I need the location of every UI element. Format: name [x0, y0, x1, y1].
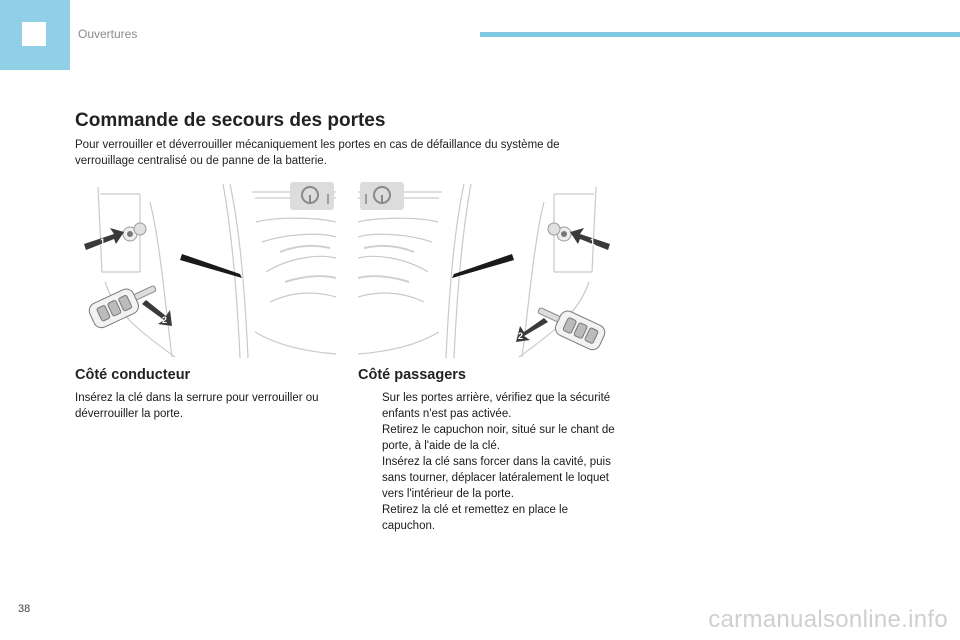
step-text: Sur les portes arrière, vérifiez que la sécurité enfants n'est pas activée. — [382, 392, 611, 420]
passenger-steps — [358, 390, 623, 534]
intro-paragraph: Pour verrouiller et déverrouiller mécaniquement les portes en cas de défaillance du système de verrouillage centralisé ou de panne de la batterie. — [75, 139, 560, 167]
callout-2-right: 2 — [518, 331, 524, 341]
callout-1-right: 1 — [590, 237, 596, 247]
passenger-door-illustration — [358, 182, 614, 358]
driver-door-illustration — [80, 182, 336, 358]
step-text: Retirez la clé et remettez en place le capuchon. — [382, 504, 569, 532]
section-name: Ouvertures — [78, 27, 138, 41]
driver-heading: Côté conducteur — [75, 367, 191, 383]
step-item — [358, 390, 623, 422]
callout-2-left: 2 — [162, 315, 168, 325]
callout-1-left: 1 — [100, 237, 106, 247]
step-item — [358, 454, 623, 502]
header-rule — [480, 32, 960, 37]
driver-text: Insérez la clé dans la serrure pour verrouiller ou déverrouiller la porte. — [75, 392, 319, 420]
step-text: Retirez le capuchon noir, situé sur le chant de porte, à l'aide de la clé. — [382, 424, 615, 452]
chapter-tab — [0, 0, 70, 70]
step-text: Insérez la clé sans forcer dans la cavité, puis sans tourner, déplacer latéralement le loquet vers l'intérieur de la porte. — [382, 456, 611, 500]
chapter-tab-square — [22, 22, 46, 46]
step-item — [358, 422, 623, 454]
page-number: 38 — [18, 603, 31, 615]
step-item — [358, 502, 623, 534]
page-title: Commande de secours des portes — [75, 110, 386, 131]
passenger-heading: Côté passagers — [358, 367, 466, 383]
watermark-link[interactable]: carmanualsonline.info — [708, 606, 948, 633]
